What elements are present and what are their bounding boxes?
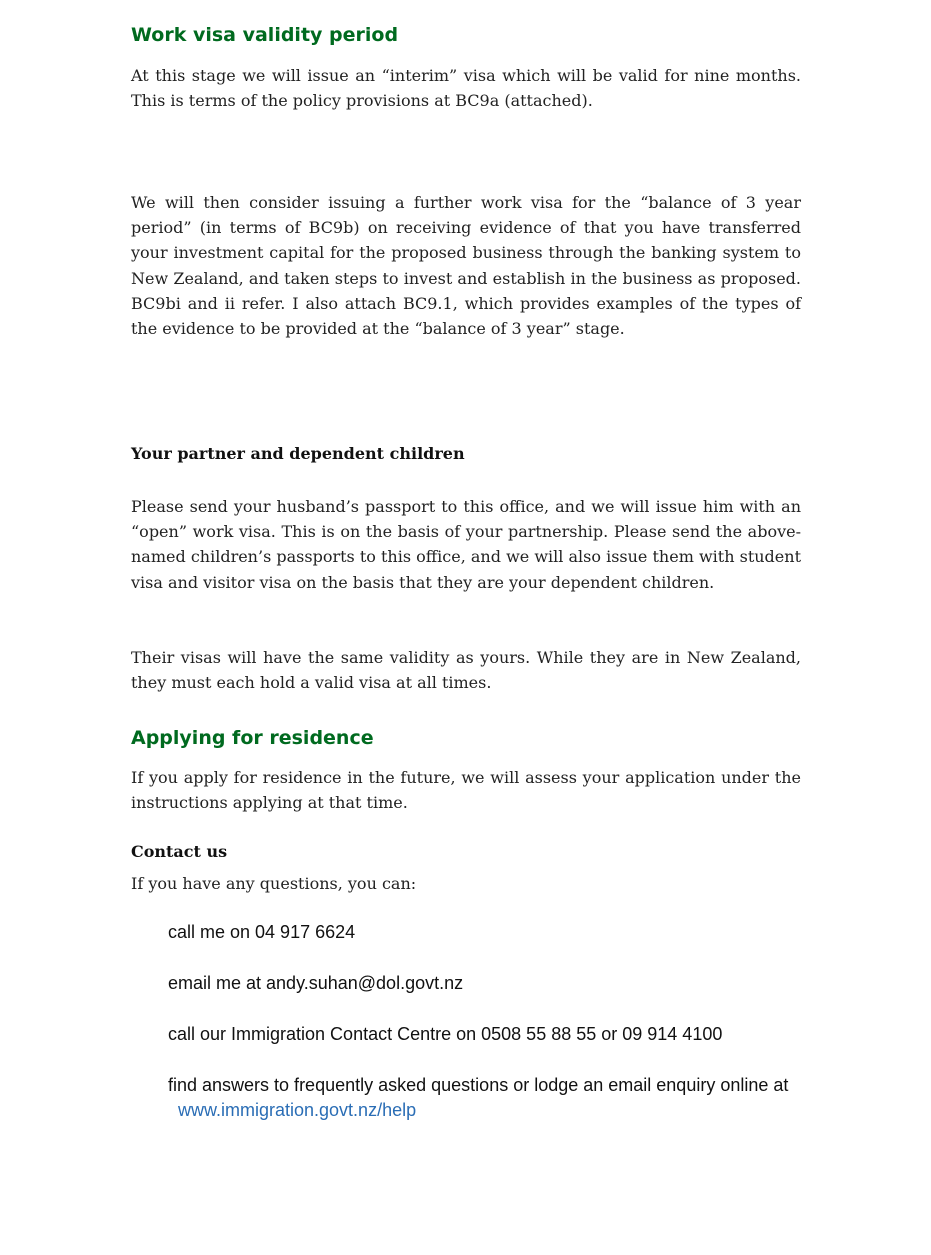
- contact-email-item: email me at andy.suhan@dol.govt.nz: [168, 973, 464, 993]
- work-visa-para-2: We will then consider issuing a further work visa for the “balance of 3 year period” (in terms of BC9b) on receiving evidence of that you have transferred your investment capital for the proposed business through the banking system to New Zealand, and taken steps to invest and establish in the business as proposed. BC9bi and ii refer. I also attach BC9.1, which provides examples of the types of the evidence to be provided at the “balance of 3 year” stage.: [131, 193, 801, 339]
- immigration-help-link[interactable]: www.immigration.govt.nz/help: [178, 1100, 417, 1120]
- contact-intro: If you have any questions, you can:: [131, 874, 417, 893]
- contact-heading: Contact us: [131, 842, 228, 861]
- contact-online-item: [168, 1073, 808, 1123]
- partner-heading: Your partner and dependent children: [131, 444, 465, 463]
- residence-para: If you apply for residence in the future, we will assess your application under the instructions applying at that time.: [131, 768, 801, 813]
- residence-heading: Applying for residence: [131, 727, 374, 749]
- work-visa-para-1: At this stage we will issue an “interim” visa which will be valid for nine months. This is terms of the policy provisions at BC9a (attached).: [131, 66, 801, 111]
- contact-phone-item: call me on 04 917 6624: [168, 922, 356, 942]
- work-visa-heading: Work visa validity period: [131, 24, 399, 46]
- partner-para-2: Their visas will have the same validity as yours. While they are in New Zealand, they must each hold a valid visa at all times.: [131, 648, 801, 693]
- partner-para-1: Please send your husband’s passport to this office, and we will issue him with an “open” work visa. This is on the basis of your partnership. Please send the above-named children’s passports to this office, and we will also issue them with student visa and visitor visa on the basis that they are your dependent children.: [131, 497, 801, 592]
- contact-centre-item: call our Immigration Contact Centre on 0508 55 88 55 or 09 914 4100: [168, 1024, 723, 1044]
- contact-options-list: [168, 920, 808, 1149]
- contact-online-text: find answers to frequently asked questions or lodge an email enquiry online at: [168, 1075, 789, 1095]
